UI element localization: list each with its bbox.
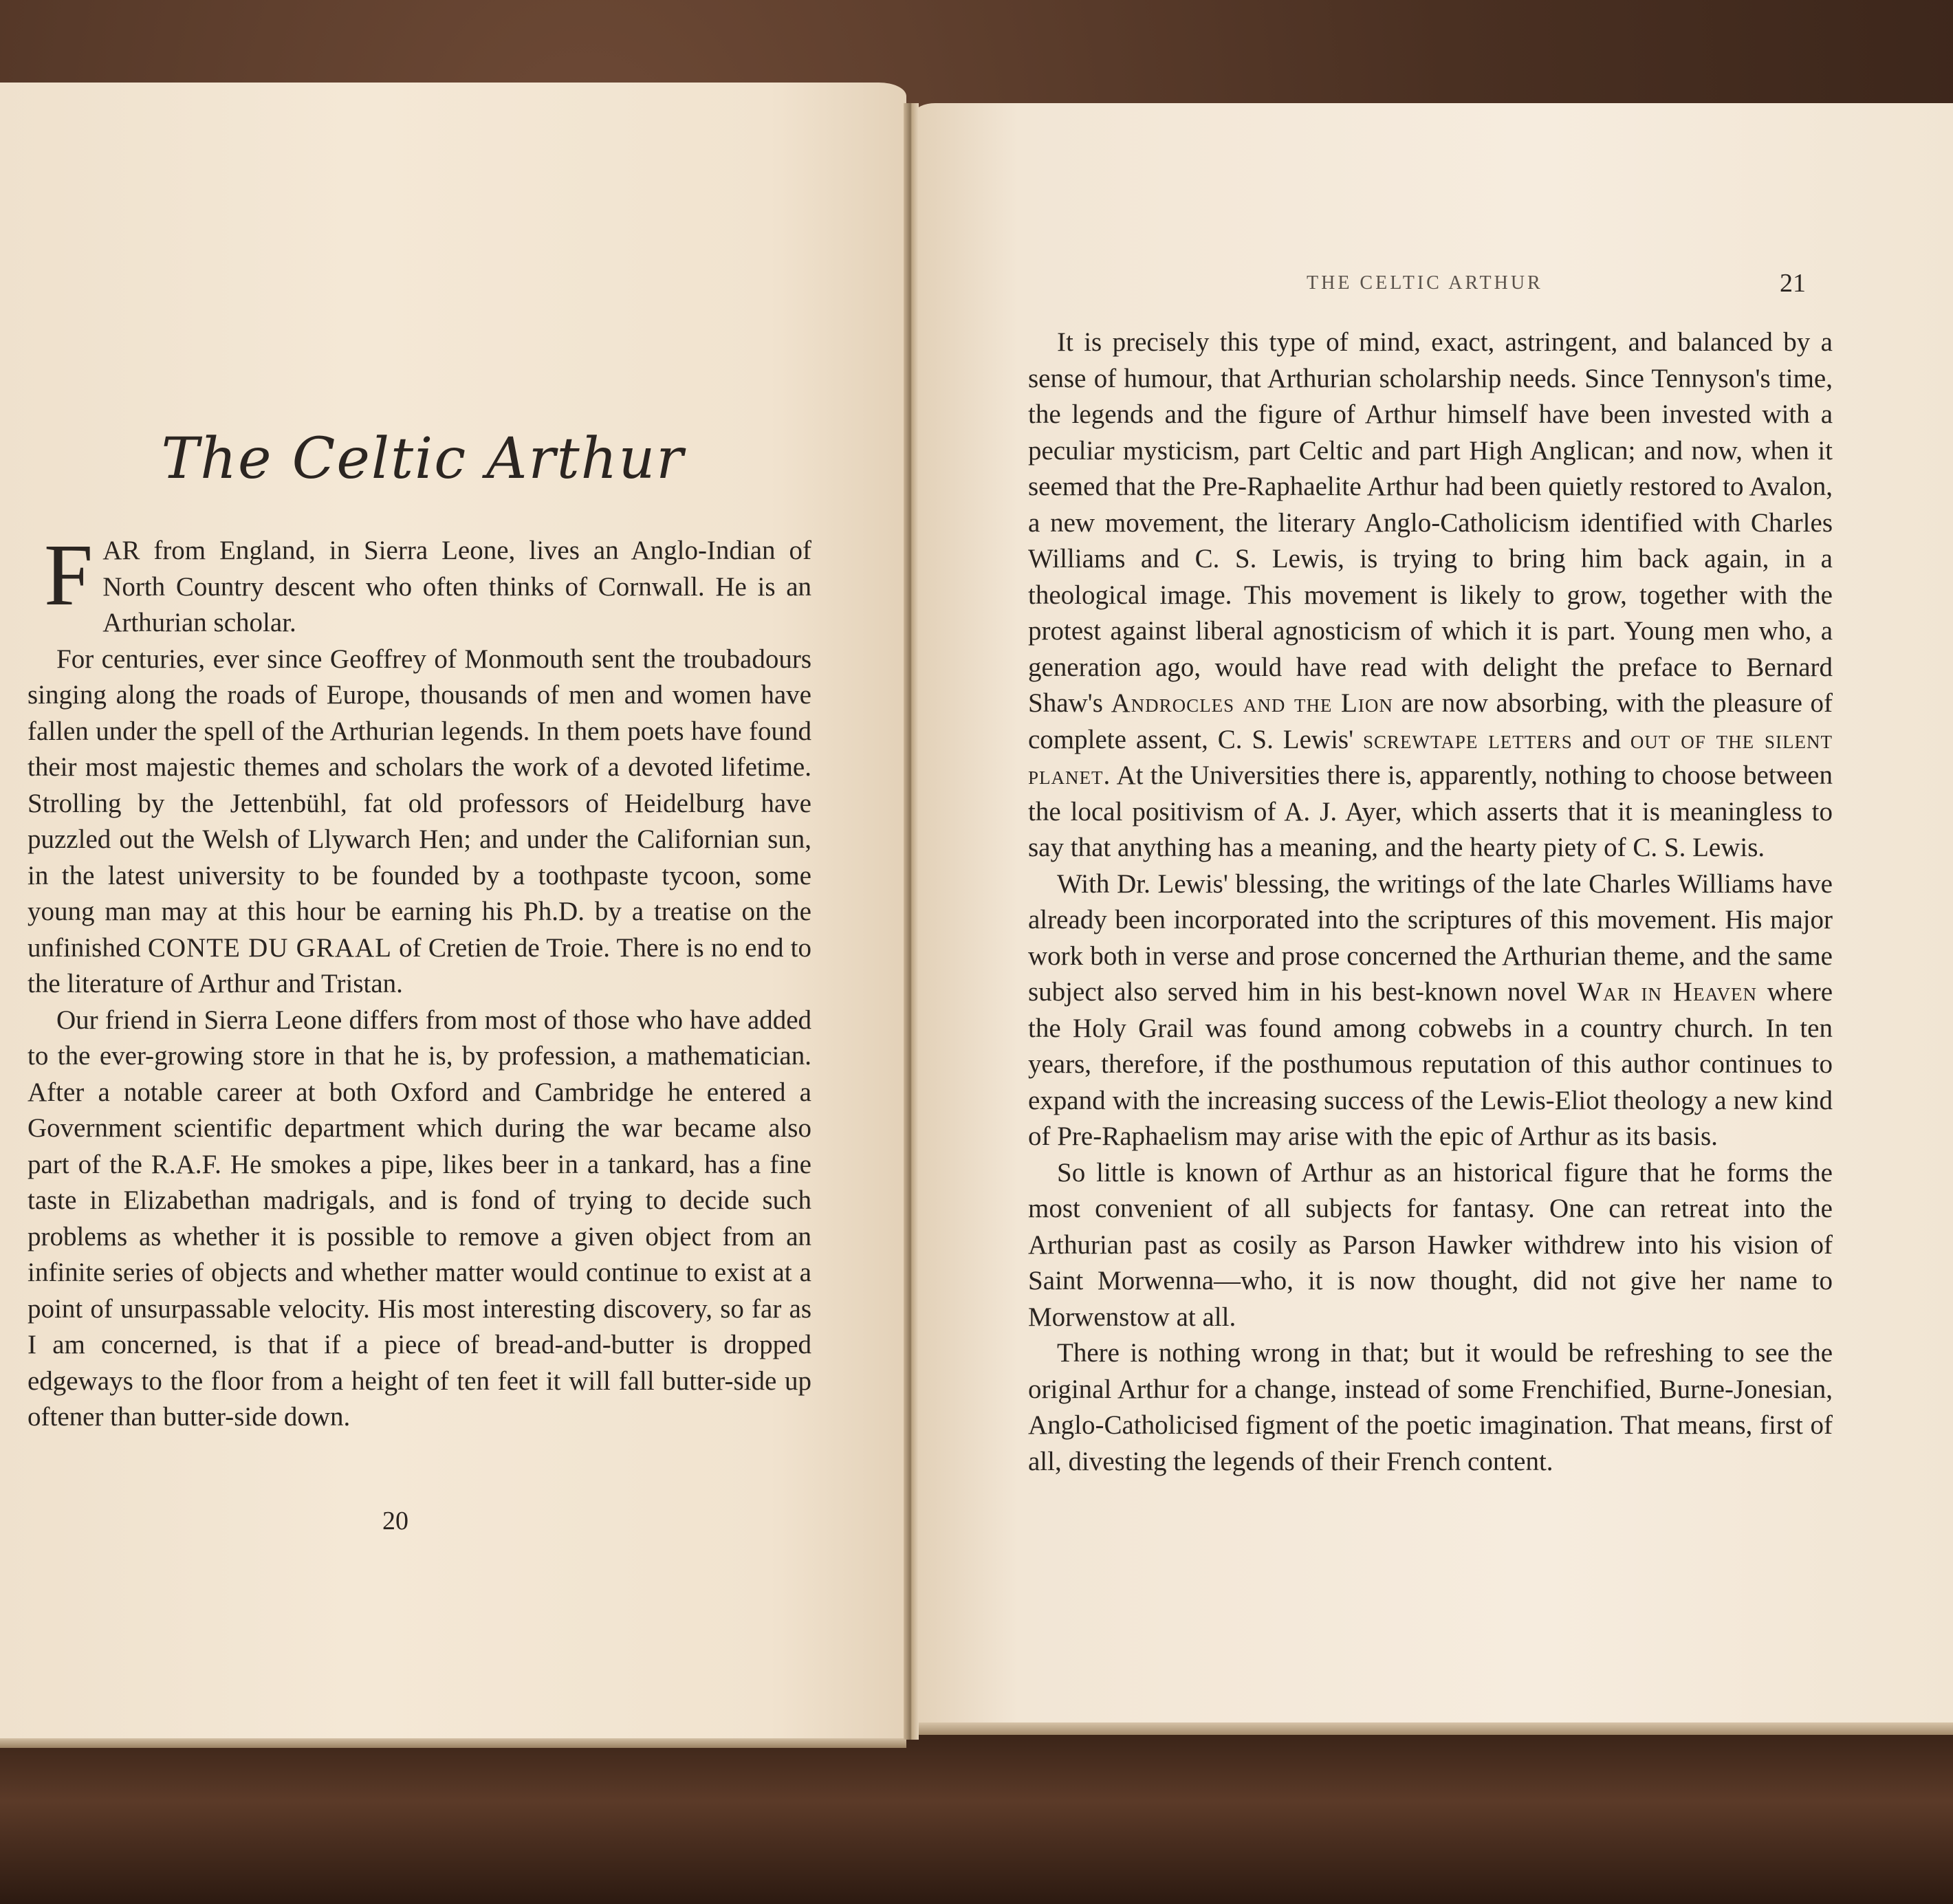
- paragraph-text: are now absorbing, with the pleasure of complete assent, C. S. Lewis': [1028, 688, 1833, 754]
- paragraph-so-little: So little is known of Arthur as an historical figure that he forms the most convenient of all subjects for fantasy. One can retreat into the Arthurian past as cosily as Parson Hawker withdrew into his vision of Saint Morwenna—who, it is now thought, did not give her name to Morwenstow at all.: [1028, 1157, 1833, 1332]
- paragraph-text: For centuries, ever since Geoffrey of Monmouth sent the troubadours singing along the roads of Europe, thousands of men and women have fallen under the spell of the Arthurian legends. In them poets have found their most majestic themes and scholars the work of a devoted lifetime. Strolling by the Jettenbühl, fat old professors of Heidelburg have puzzled out the Welsh of Llywarch Hen; and under the Californian sun, in the latest university to be founded by a toothpaste tycoon, some young man may at this hour be earning his Ph.D. by a treatise on the unfinished: [28, 644, 811, 963]
- book-title-small-caps: War in Heaven: [1577, 977, 1757, 1007]
- paragraph-text: With Dr. Lewis' blessing, the writings of the late Charles Williams have already been incorporated into the scriptures of this movement. His major work both in verse and prose concerned the Arthurian theme, and the same subject also served him in his best-known novel: [1028, 868, 1833, 1007]
- paragraph-text: At the Universities there is, apparently, nothing to choose between the local positivism of A. J. Ayer, which asserts that it is meaningless to say that anything has a meaning, and the hearty piety of C. S. Lewis.: [1028, 760, 1833, 862]
- paragraph-text: of Cretien de Troie. There is no end to the literature of Arthur and Tristan.: [28, 932, 811, 998]
- paragraph-text: where the Holy Grail was found among cobwebs in a country church. In ten years, therefore, if the posthumous reputation of this author continues to expand with the increasing success of the Lewis-Eliot theology a new kind of Pre-Raphaelism may arise with the epic of Arthur as its basis.: [1028, 977, 1833, 1151]
- book-gutter: [904, 103, 919, 1740]
- paragraph-dr-lewis: [1028, 866, 1833, 1155]
- drop-cap: F: [44, 526, 94, 624]
- book-title-small-caps: out of the silent planet.: [1028, 724, 1833, 790]
- book-title-small-caps: Androcles and the Lion: [1111, 688, 1393, 718]
- paragraph-text: It is precisely this type of mind, exact, astringent, and balanced by a sense of humour, that Arthurian scholarship needs. Since Tennyson's time, the legends and the figure of Arthur himself have been invested with a peculiar mysticism, part Celtic and part High Anglican; and now, when it seemed that the Pre-Raphaelite Arthur had been quietly restored to Avalon, a new movement, the literary Anglo-Catholicism identified with Charles Williams and C. S. Lewis, is trying to bring him back again, in a theological image. This movement is likely to grow, together with the protest against liberal agnosticism of which it is part. Young men who, a generation ago, would have read with delight the preface to Bernard Shaw's: [1028, 327, 1833, 718]
- paragraph-our-friend: Our friend in Sierra Leone differs from most of those who have added to the ever-growing store in that he is, by profession, a mathematician. After a notable career at both Oxford and Cambridge he entered a Government scientific department which during the war became also part of the R.A.F. He smokes a pipe, likes beer in a tankard, has a fine taste in Elizabethan madrigals, and is fond of trying to decide such problems as whether it is possible to remove a given object from an infinite series of objects and whether matter would continue to exist at a point of unsurpassable velocity. His most interesting discovery, so far as I am concerned, is that if a piece of bread-and-butter is dropped edgeways to the floor from a height of ten feet it will fall butter-side up oftener than butter-side down.: [28, 1005, 811, 1432]
- running-head: THE CELTIC ARTHUR: [1307, 272, 1543, 294]
- right-page-text: [1028, 325, 1833, 1480]
- left-page-text: [28, 526, 811, 1436]
- page-number-left: 20: [382, 1507, 408, 1535]
- paragraph-text: and: [1582, 724, 1621, 754]
- chapter-title: The Celtic Arthur: [161, 426, 685, 492]
- left-page-edge: [0, 1738, 906, 1748]
- page-number-right: 21: [1780, 269, 1806, 298]
- book-title-small-caps: screwtape letters: [1363, 724, 1573, 754]
- right-page-edge: [915, 1722, 1953, 1735]
- opening-paragraph: [28, 526, 811, 642]
- paragraph-centuries: [28, 642, 811, 1003]
- opening-paragraph-text: AR from England, in Sierra Leone, lives an Anglo-Indian of North Country descent who often thinks of Cornwall. He is an Arthurian scholar.: [102, 536, 811, 637]
- paragraph-precisely: [1028, 325, 1833, 866]
- paragraph-nothing-wrong: There is nothing wrong in that; but it would be refreshing to see the original Arthur for a change, instead of some Frenchified, Burne-Jonesian, Anglo-Catholicised figment of the poetic imagination. That means, first of all, divesting the legends of their French content.: [1028, 1338, 1833, 1476]
- book-title-small-caps: CONTE DU GRAAL: [147, 932, 392, 963]
